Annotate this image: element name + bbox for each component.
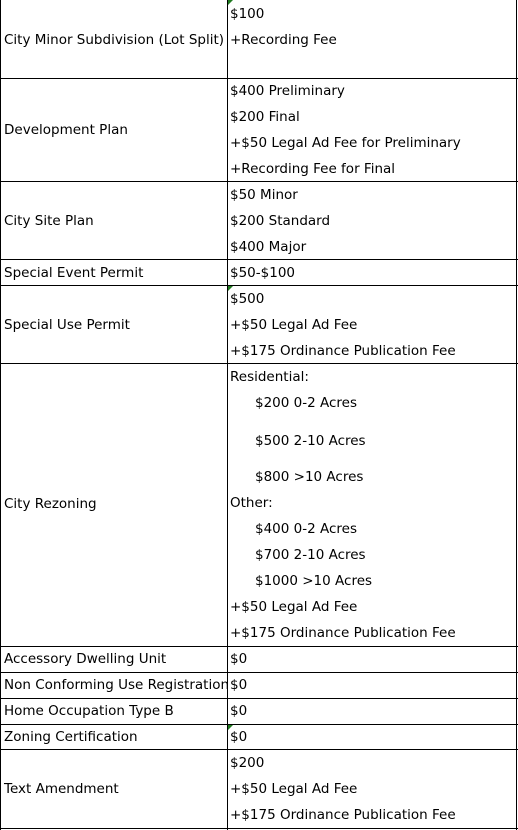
row-value: +Recording Fee — [230, 32, 337, 48]
row-divider — [0, 724, 518, 725]
row-value: Residential: — [230, 369, 309, 385]
row-label: Home Occupation Type B — [4, 703, 174, 719]
row-value: $50 Minor — [230, 187, 298, 203]
row-value: $200 Final — [230, 109, 300, 125]
row-label: Zoning Certification — [4, 729, 138, 745]
row-value: $500 2-10 Acres — [255, 433, 366, 449]
row-value: $50-$100 — [230, 265, 295, 281]
row-value: $0 — [230, 703, 248, 719]
row-label: City Site Plan — [4, 213, 94, 229]
row-value: $400 Preliminary — [230, 83, 345, 99]
row-divider — [0, 78, 518, 79]
row-divider — [0, 363, 518, 364]
row-value: +$175 Ordinance Publication Fee — [230, 807, 456, 823]
row-value: $700 2-10 Acres — [255, 547, 366, 563]
row-label: Non Conforming Use Registration — [4, 677, 230, 693]
row-value: $0 — [230, 677, 248, 693]
row-value: $200 0-2 Acres — [255, 395, 358, 411]
row-value: +$175 Ordinance Publication Fee — [230, 343, 456, 359]
table-bottom-border — [0, 828, 518, 829]
row-divider — [0, 646, 518, 647]
row-label: Development Plan — [4, 122, 128, 138]
row-value: $400 Major — [230, 239, 307, 255]
row-divider — [0, 181, 518, 182]
row-divider — [0, 749, 518, 750]
row-value: $200 Standard — [230, 213, 331, 229]
row-value: $400 0-2 Acres — [255, 521, 358, 537]
row-value: +$175 Ordinance Publication Fee — [230, 625, 456, 641]
row-label: Accessory Dwelling Unit — [4, 651, 167, 667]
row-label: City Minor Subdivision (Lot Split) — [4, 32, 225, 48]
row-divider — [0, 259, 518, 260]
row-label: City Rezoning — [4, 496, 97, 512]
table-left-border — [0, 0, 1, 830]
row-value: $0 — [230, 651, 248, 667]
row-value: $100 — [230, 6, 265, 22]
row-value: $0 — [230, 729, 248, 745]
table-column-divider — [227, 0, 228, 830]
row-divider — [0, 698, 518, 699]
row-label: Special Use Permit — [4, 317, 130, 333]
row-value: $1000 >10 Acres — [255, 573, 373, 589]
row-divider — [0, 285, 518, 286]
table-right-border — [516, 0, 517, 830]
row-divider — [0, 672, 518, 673]
row-value: +Recording Fee for Final — [230, 161, 396, 177]
row-label: Special Event Permit — [4, 265, 144, 281]
row-value: +$50 Legal Ad Fee — [230, 599, 358, 615]
row-label: Text Amendment — [4, 781, 119, 797]
row-value: Other: — [230, 495, 273, 511]
row-value: $800 >10 Acres — [255, 469, 364, 485]
row-value: +$50 Legal Ad Fee for Preliminary — [230, 135, 461, 151]
row-value: $200 — [230, 755, 265, 771]
row-value: +$50 Legal Ad Fee — [230, 781, 358, 797]
row-value: +$50 Legal Ad Fee — [230, 317, 358, 333]
row-value: $500 — [230, 291, 265, 307]
